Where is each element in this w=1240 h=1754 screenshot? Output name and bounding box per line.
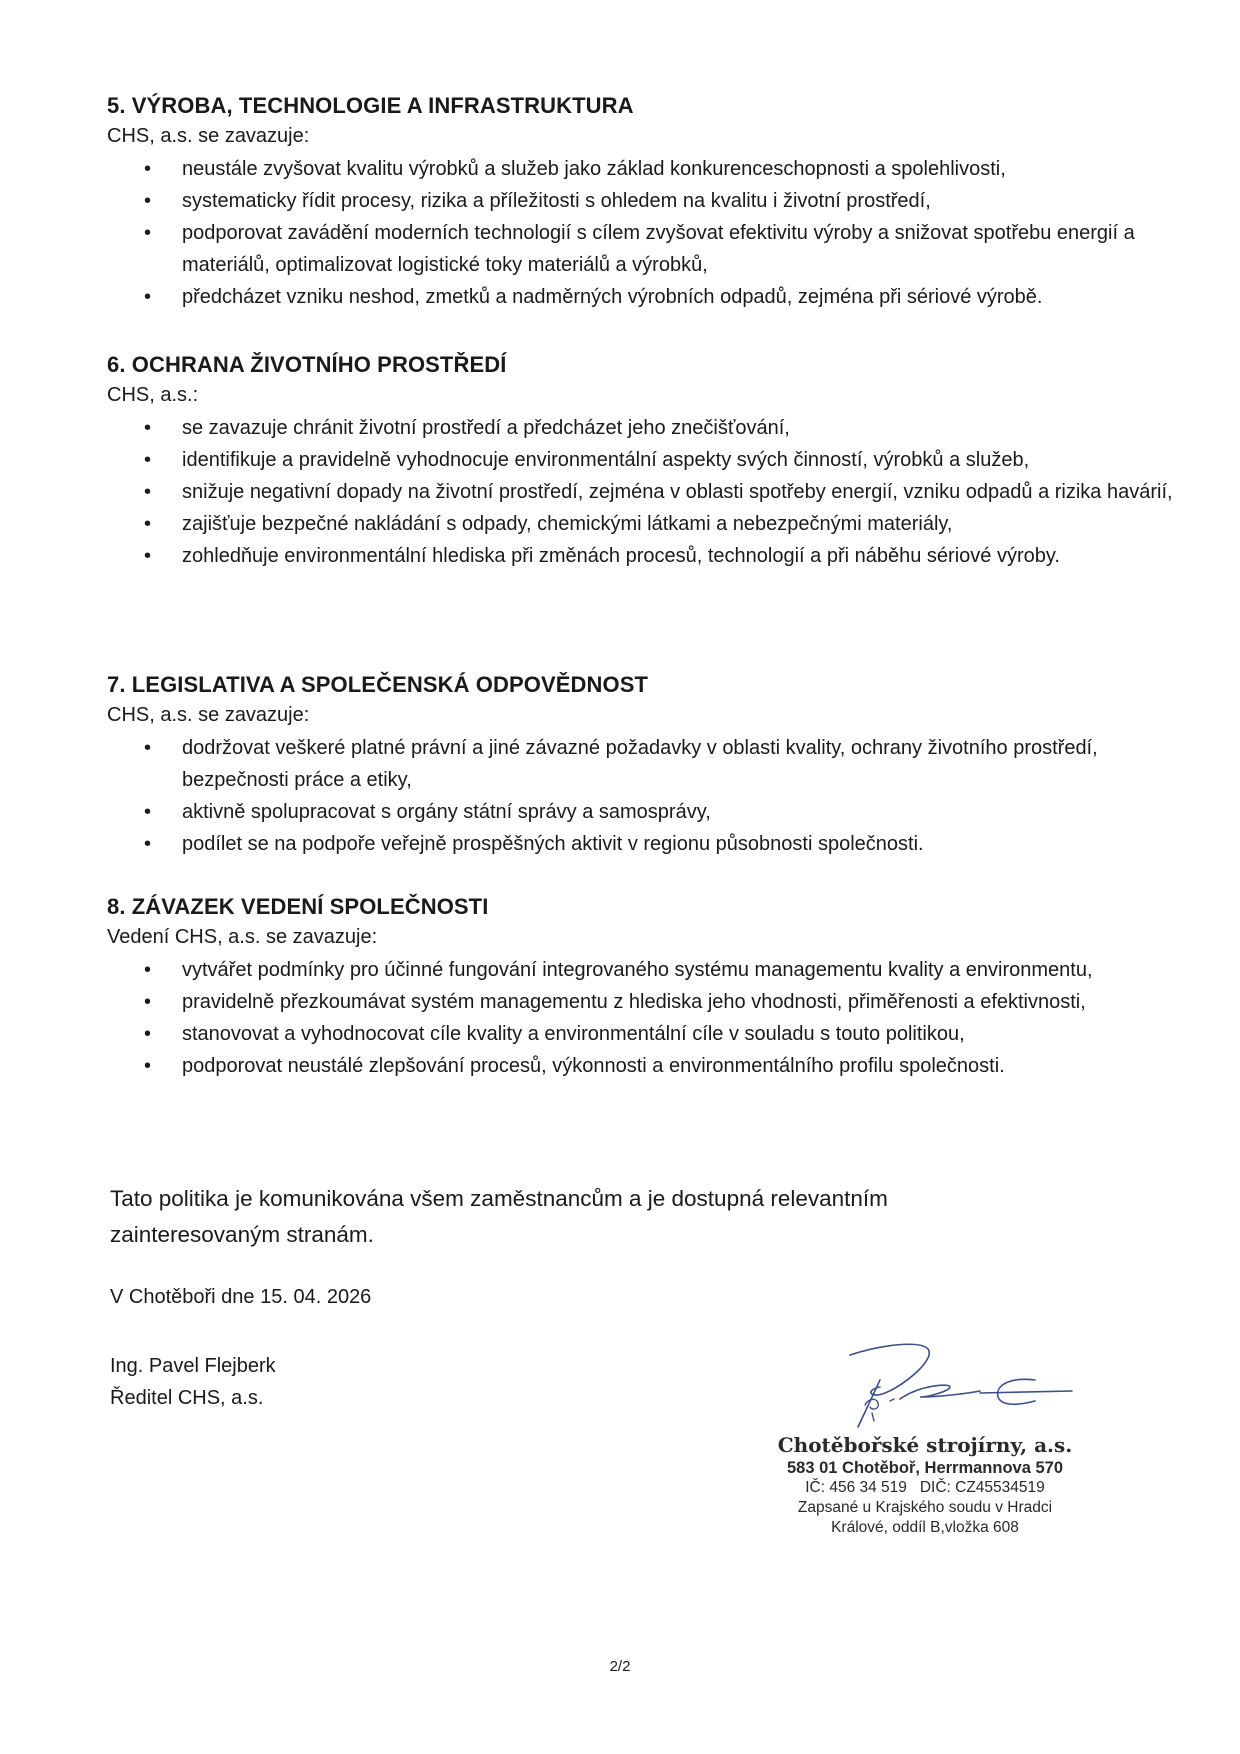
bullet-icon: • bbox=[144, 801, 152, 823]
signer-title: Ředitel CHS, a.s. bbox=[110, 1387, 264, 1409]
bullet-icon: • bbox=[144, 991, 152, 1013]
bullet-icon: • bbox=[144, 286, 152, 308]
list-item: • aktivně spolupracovat s orgány státní správy a samosprávy, bbox=[107, 796, 1137, 828]
list-item: • dodržovat veškeré platné právní a jiné závazné požadavky v oblasti kvality, ochrany životního prostředí, bezpečnosti práce a etiky, bbox=[107, 732, 1172, 796]
list-item: • zajišťuje bezpečné nakládání s odpady, chemickými látkami a nebezpečnými materiály, bbox=[107, 508, 1137, 540]
bullet-icon: • bbox=[144, 190, 152, 212]
bullet-list bbox=[107, 732, 1137, 860]
place-date: V Chotěboři dne 15. 04. 2026 bbox=[110, 1286, 372, 1308]
stamp-ids: IČ: 456 34 519 DIČ: CZ45534519 bbox=[805, 1479, 1045, 1496]
bullet-icon: • bbox=[144, 222, 152, 244]
list-item: • podporovat zavádění moderních technologií s cílem zvyšovat efektivitu výroby a snižovat spotřebu energií a materiálů, optimalizovat logistické toky materiálů a výrobků, bbox=[107, 217, 1142, 281]
list-item: • neustále zvyšovat kvalitu výrobků a služeb jako základ konkurenceschopnosti a spolehlivosti, bbox=[107, 153, 1137, 185]
bullet-icon: • bbox=[144, 1055, 152, 1077]
bullet-icon: • bbox=[144, 417, 152, 439]
section-intro: CHS, a.s. se zavazuje: bbox=[107, 704, 310, 726]
list-item: • identifikuje a pravidelně vyhodnocuje environmentální aspekty svých činností, výrobků a služeb, bbox=[107, 444, 1137, 476]
stamp-address: 583 01 Chotěboř, Herrmannova 570 bbox=[786, 1459, 1064, 1477]
signer-block bbox=[110, 1350, 276, 1414]
list-item: • snižuje negativní dopady na životní prostředí, zejména v oblasti spotřeby energií, vzniku odpadů a rizika havárií, bbox=[107, 476, 1182, 508]
section-5 bbox=[107, 91, 1137, 313]
bullet-list bbox=[107, 153, 1137, 313]
stamp-register-2: Králové, oddíl B,vložka 608 bbox=[831, 1519, 1019, 1536]
bullet-icon: • bbox=[144, 1023, 152, 1045]
list-item: • vytvářet podmínky pro účinné fungování integrovaného systému managementu kvality a environmentu, bbox=[107, 954, 1162, 986]
list-item: • podporovat neustálé zlepšování procesů, výkonnosti a environmentálního profilu společnosti. bbox=[107, 1050, 1137, 1082]
section-intro: CHS, a.s. se zavazuje: bbox=[107, 125, 310, 147]
bullet-icon: • bbox=[144, 481, 152, 503]
stamp-register-1: Zapsané u Krajského soudu v Hradci bbox=[797, 1499, 1053, 1516]
company-stamp bbox=[735, 1432, 1115, 1538]
bullet-icon: • bbox=[144, 158, 152, 180]
signature-image bbox=[810, 1335, 1080, 1435]
section-intro: Vedení CHS, a.s. se zavazuje: bbox=[107, 926, 378, 948]
section-heading: 7. LEGISLATIVA A SPOLEČENSKÁ ODPOVĚDNOST bbox=[107, 672, 649, 697]
stamp-company: Chotěbořské strojírny, a.s. bbox=[777, 1433, 1073, 1457]
section-heading: 8. ZÁVAZEK VEDENÍ SPOLEČNOSTI bbox=[107, 894, 489, 919]
section-6 bbox=[107, 350, 1173, 572]
bullet-list bbox=[107, 954, 1137, 1082]
section-heading: 6. OCHRANA ŽIVOTNÍHO PROSTŘEDÍ bbox=[107, 352, 507, 377]
section-intro: CHS, a.s.: bbox=[107, 384, 199, 406]
section-7 bbox=[107, 670, 1137, 860]
closing-statement: Tato politika je komunikována všem zaměstnancům a je dostupná relevantním zainteresovaným stranám. bbox=[110, 1186, 888, 1247]
section-8 bbox=[107, 892, 1137, 1082]
page-number: 2/2 bbox=[609, 1658, 631, 1675]
bullet-list bbox=[107, 412, 1173, 572]
bullet-icon: • bbox=[144, 545, 152, 567]
bullet-icon: • bbox=[144, 959, 152, 981]
list-item: • pravidelně přezkoumávat systém managementu z hlediska jeho vhodnosti, přiměřenosti a efektivnosti, bbox=[107, 986, 1182, 1018]
list-item: • předcházet vzniku neshod, zmetků a nadměrných výrobních odpadů, zejména při sériové výrobě. bbox=[107, 281, 1137, 313]
bullet-icon: • bbox=[144, 513, 152, 535]
list-item: • podílet se na podpoře veřejně prospěšných aktivit v regionu působnosti společnosti. bbox=[107, 828, 1137, 860]
signer-name: Ing. Pavel Flejberk bbox=[110, 1355, 276, 1377]
list-item: • systematicky řídit procesy, rizika a příležitosti s ohledem na kvalitu i životní prostředí, bbox=[107, 185, 1137, 217]
list-item: • stanovovat a vyhodnocovat cíle kvality a environmentální cíle v souladu s touto politikou, bbox=[107, 1018, 1137, 1050]
bullet-icon: • bbox=[144, 737, 152, 759]
list-item: • se zavazuje chránit životní prostředí a předcházet jeho znečišťování, bbox=[107, 412, 1137, 444]
bullet-icon: • bbox=[144, 833, 152, 855]
section-heading: 5. VÝROBA, TECHNOLOGIE A INFRASTRUKTURA bbox=[107, 93, 634, 118]
list-item: • zohledňuje environmentální hlediska při změnách procesů, technologií a při náběhu sériové výroby. bbox=[107, 540, 1172, 572]
bullet-icon: • bbox=[144, 449, 152, 471]
